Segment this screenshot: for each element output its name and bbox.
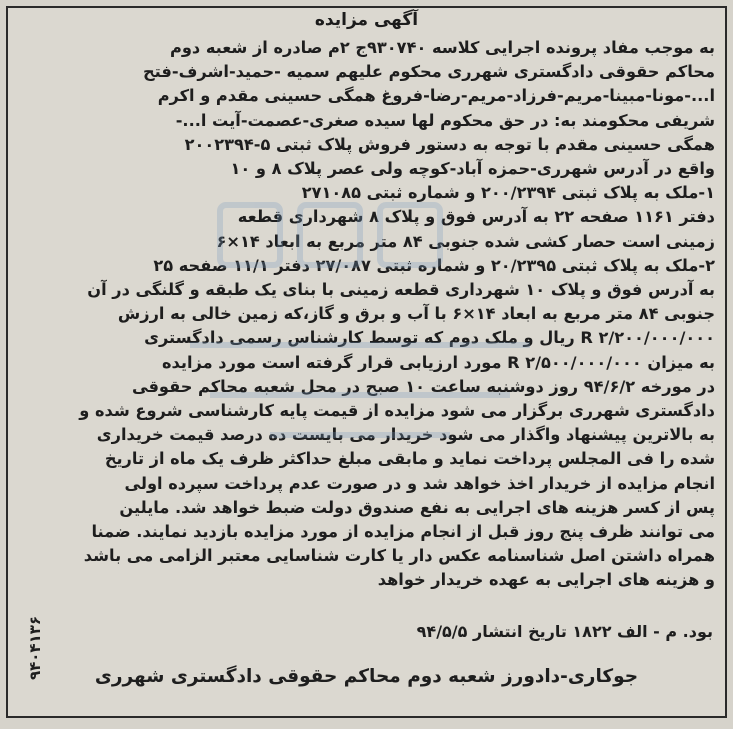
notice-line: شده را فی المجلس پرداخت نماید و مابقی مبلغ حداکثر ظرف یک ماه از تاریخ [104, 449, 715, 469]
notice-line: انجام مزایده از خریدار اخذ خواهد شد و در صورت عدم پرداخت سپرده اولی [124, 473, 715, 493]
notice-body [20, 36, 715, 593]
notice-line: به موجب مفاد پرونده اجرایی کلاسه ۹۳۰۷۴۰ج ۲م صادره از شعبه دوم [169, 38, 715, 57]
notice-line: می توانند ظرف پنج روز قبل از انجام مزایده از مورد مزایده بازدید نمایند. ضمنا [91, 522, 715, 542]
notice-line: ۱-ملک به پلاک ثبتی ۲۰۰/۲۳۹۴ و شماره ثبتی ۲۷۱۰۸۵ [301, 183, 715, 203]
notice-line: محاکم حقوقی دادگستری شهرری محکوم علیهم سمیه -حمید-اشرف-فتح [143, 62, 715, 82]
notice-line: همگی حسینی مقدم با توجه به دستور فروش پلاک ثبتی ۵-۲۰۰۲۳۹۴ [184, 134, 715, 154]
notice-line: به بالاترین پیشنهاد واگذار می شود خریدار می بایست ده درصد قیمت خریداری [96, 425, 715, 445]
notice-line: پس از کسر هزینه های اجرایی به نفع صندوق دولت ضبط خواهد شد. مایلین [119, 497, 715, 517]
notice-line: در مورخه ۹۴/۶/۲ روز دوشنبه ساعت ۱۰ صبح در محل شعبه محاکم حقوقی [131, 376, 715, 396]
notice-line: ۲-ملک به پلاک ثبتی ۲۰/۲۳۹۵ و شماره ثبتی ۲۷/۰۸۷ دفتر ۱۱/۱ صفحه ۲۵ [153, 255, 715, 275]
notice-frame [6, 6, 727, 718]
notice-line: همراه داشتن اصل شناسنامه عکس دار یا کارت شناسایی معتبر الزامی می باشد [83, 546, 715, 566]
notice-line: ا...-مونا-مبینا-مریم-فرزاد-مریم-رضا-فروغ همگی حسینی مقدم و اکرم [157, 86, 715, 106]
notice-line: به میزان R ۲/۵۰۰/۰۰۰/۰۰۰ مورد ارزیابی قرار گرفته است مورد مزایده [162, 352, 715, 372]
side-code [22, 593, 48, 703]
notice-line: و هزینه های اجرایی به عهده خریدار خواهد [377, 570, 715, 590]
notice-line: دادگستری شهرری برگزار می شود مزایده از قیمت پایه کارشناسی شروع شده و [79, 401, 715, 421]
notice-line: R ۲/۲۰۰/۰۰۰/۰۰۰ ریال و ملک دوم که توسط کارشناس رسمی دادگستری [144, 328, 715, 348]
notice-line: شریفی محکومند به: در حق محکوم لها سیده صغری-عصمت-آیت ا...- [175, 110, 715, 130]
notice-line: به آدرس فوق و پلاک ۱۰ شهرداری قطعه زمینی با بنای یک طبقه و گلنگی در آن [87, 280, 715, 300]
publication-line: بود. م - الف ۱۸۲۲ تاریخ انتشار ۹۴/۵/۵ [416, 622, 713, 641]
notice-line: واقع در آدرس شهرری-حمزه آباد-کوچه ولی عصر پلاک ۸ و ۱۰ [230, 159, 715, 179]
side-code-text: ۹۴۰۴۱۳۶ [26, 615, 44, 681]
notice-line: دفتر ۱۱۶۱ صفحه ۲۲ به آدرس فوق و پلاک ۸ شهرداری قطعه [237, 207, 715, 227]
notice-title: آگهی مزایده [314, 10, 419, 30]
notice-line: زمینی است حصار کشی شده جنوبی ۸۴ متر مربع به ابعاد ۱۴×۶ [216, 231, 715, 251]
issuer-signature: جوکاری-دادورز شعبه دوم محاکم حقوقی دادگستری شهرری [94, 666, 639, 687]
notice-line: جنوبی ۸۴ متر مربع به ابعاد ۱۴×۶ با آب و برق و گاز،که زمین خالی به ارزش [117, 304, 715, 324]
